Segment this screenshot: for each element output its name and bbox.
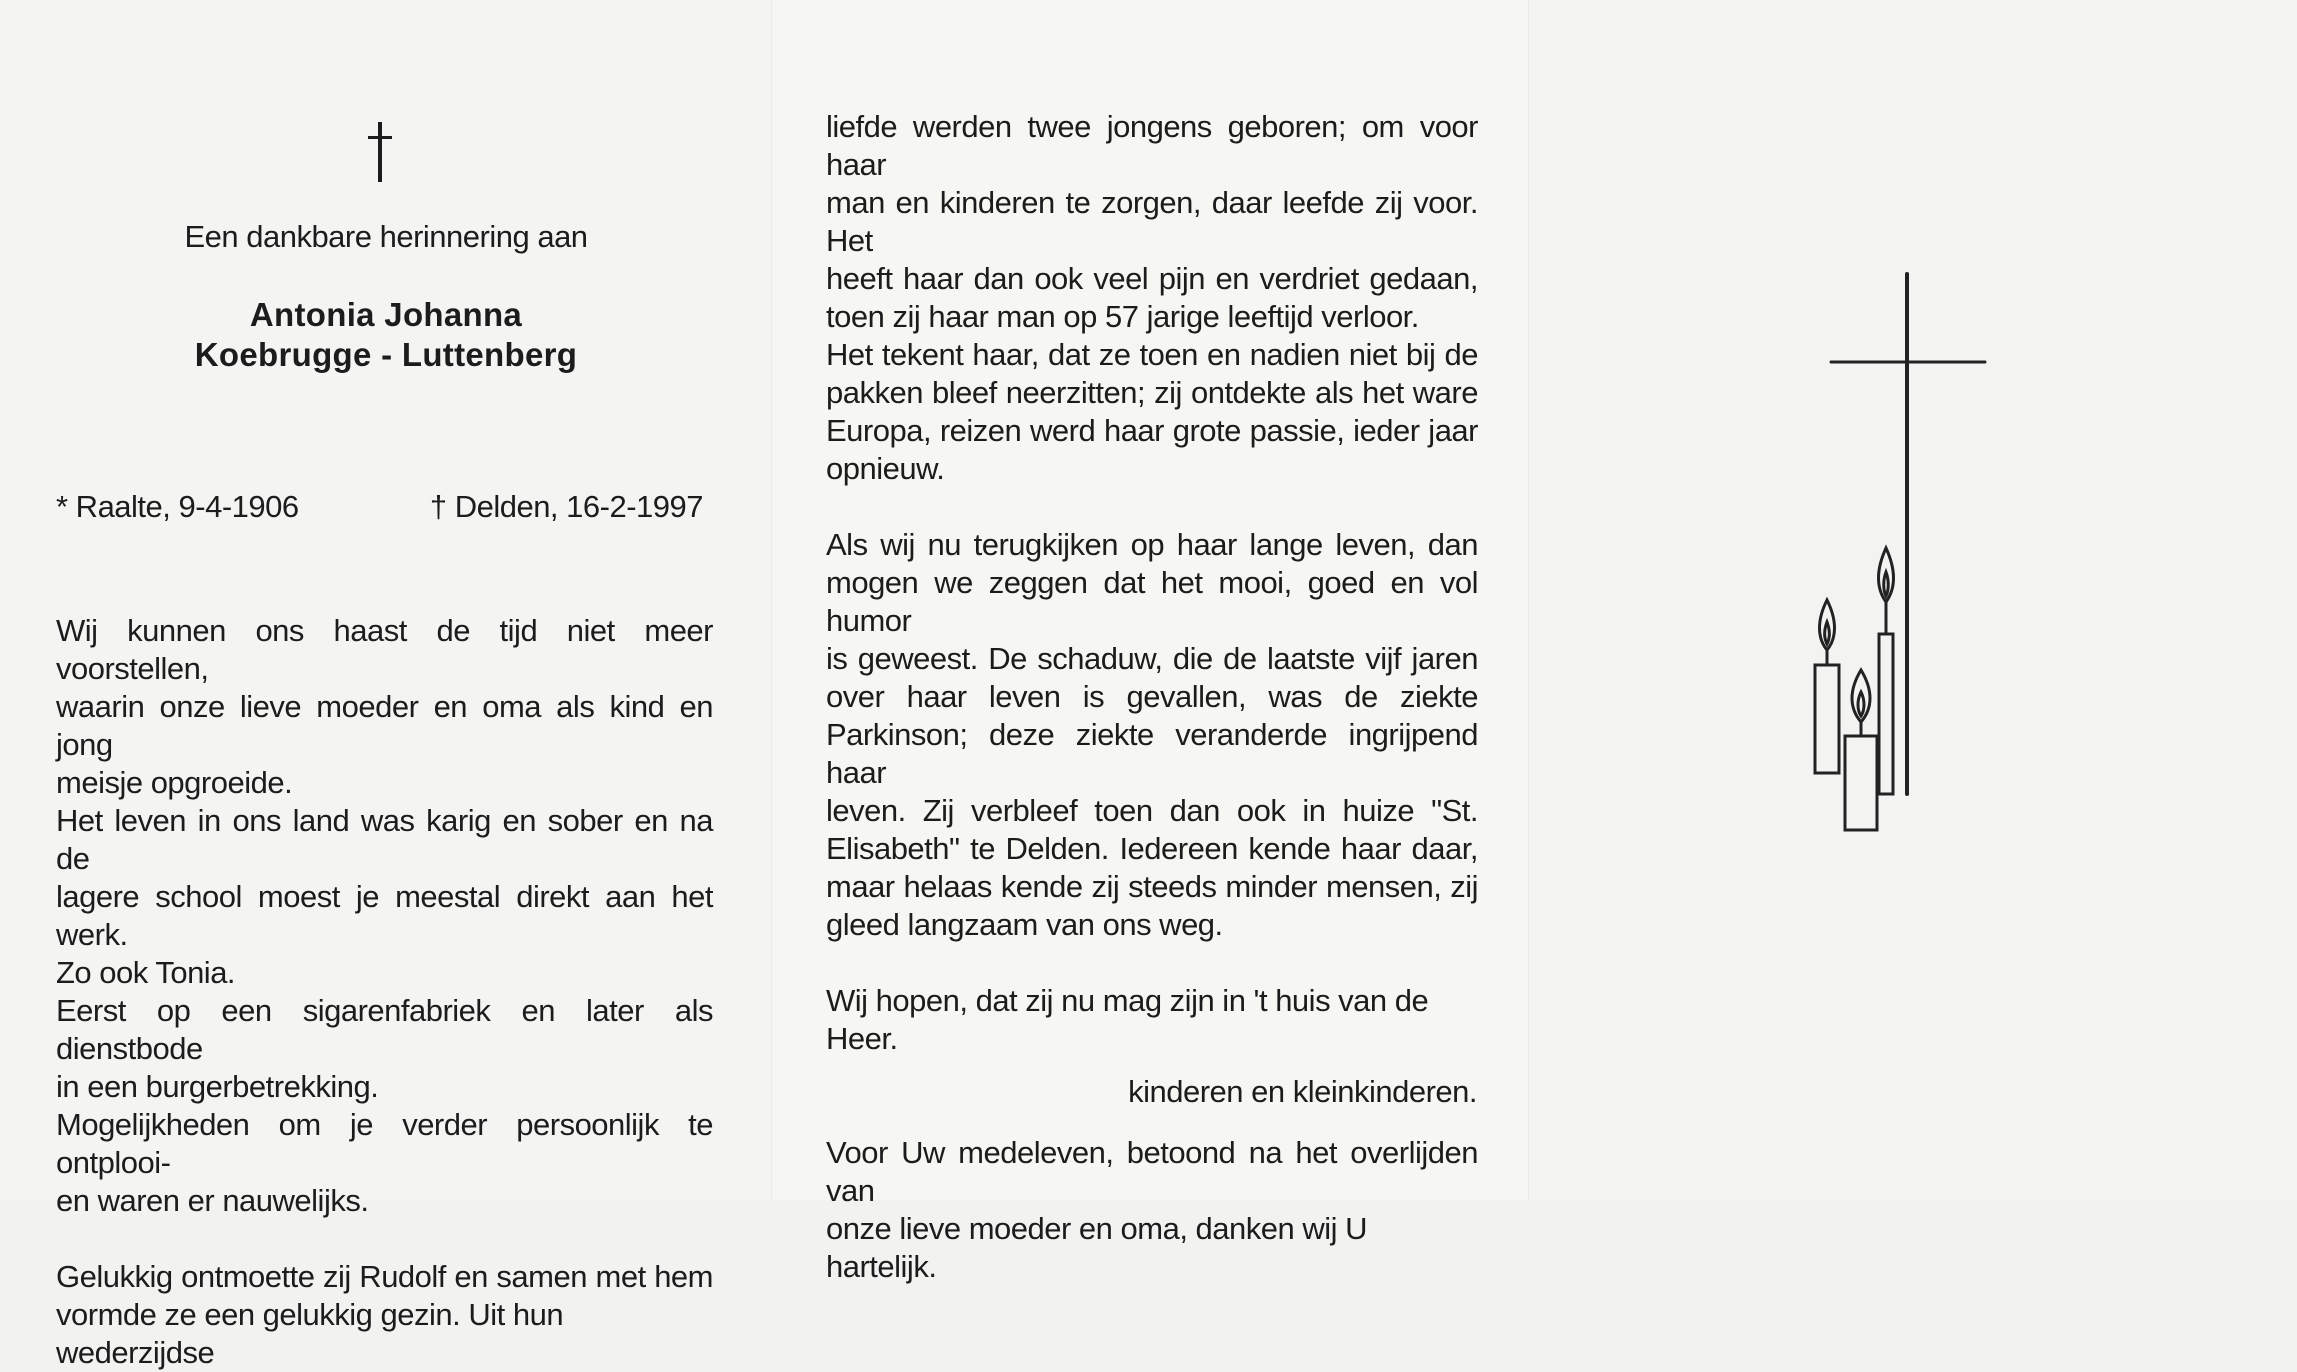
paragraph (826, 108, 1478, 336)
paragraph (826, 526, 1478, 944)
text-line: liefde werden twee jongens geboren; om voor haar (826, 109, 1478, 182)
text-line: vormde ze een gelukkig gezin. Uit hun wederzijdse (56, 1297, 564, 1370)
text-line: Wij kunnen ons haast de tijd niet meer voorstellen, (56, 613, 713, 686)
text-line: is geweest. De schaduw, die de laatste vijf jaren (826, 641, 1478, 676)
deceased-name (0, 295, 772, 375)
birth-date: * Raalte, 9-4-1906 (56, 489, 299, 524)
text-line: Gelukkig ontmoette zij Rudolf en samen met hem (56, 1259, 713, 1294)
text-line: heeft haar dan ook veel pijn en verdriet gedaan, (826, 261, 1478, 296)
death-date: † Delden, 16-2-1997 (429, 489, 703, 524)
paragraph (826, 1134, 1478, 1286)
small-cross-icon (368, 122, 392, 182)
paragraph (826, 336, 1478, 488)
text-line: mogen we zeggen dat het mooi, goed en vol humor (826, 565, 1478, 638)
paragraph (56, 992, 713, 1106)
text-line: Het leven in ons land was karig en sober en na de (56, 803, 713, 876)
text-line: Als wij nu terugkijken op haar lange leven, dan (826, 527, 1478, 562)
paragraph (826, 982, 1478, 1058)
left-body-text (56, 612, 713, 1372)
text-line: Zo ook Tonia. (56, 955, 236, 990)
paragraph (56, 1106, 713, 1220)
text-line: toen zij haar man op 57 jarige leeftijd verloor. (826, 299, 1419, 334)
paragraph (56, 802, 713, 992)
text-line: over haar leven is gevallen, was de ziekte (826, 679, 1478, 714)
text-line: Wij hopen, dat zij nu mag zijn in 't huis van de Heer. (826, 983, 1429, 1056)
intro-line: Een dankbare herinnering aan (184, 219, 588, 254)
signature: kinderen en kleinkinderen. (1128, 1074, 1477, 1109)
right-panel (1529, 0, 2297, 1200)
paragraph (56, 1258, 713, 1372)
text-line: Voor Uw medeleven, betoond na het overlijden van (826, 1135, 1478, 1208)
paragraph (56, 612, 713, 802)
text-line: leven. Zij verbleef toen dan ook in huize "St. (826, 793, 1478, 828)
name-first-line: Antonia Johanna (249, 296, 523, 333)
text-line: Europa, reizen werd haar grote passie, ieder jaar (826, 413, 1478, 448)
text-line: meisje opgroeide. (56, 765, 293, 800)
text-line: Parkinson; deze ziekte veranderde ingrijpend haar (826, 717, 1478, 790)
text-line: lagere school moest je meestal direkt aan het werk. (56, 879, 713, 952)
text-line: en waren er nauwelijks. (56, 1183, 369, 1218)
text-line: maar helaas kende zij steeds minder mensen, zij (826, 869, 1478, 904)
text-line: gleed langzaam van ons weg. (826, 907, 1223, 942)
text-line: onze lieve moeder en oma, danken wij U hartelijk. (826, 1211, 1368, 1284)
text-line: in een burgerbetrekking. (56, 1069, 379, 1104)
text-line: Mogelijkheden om je verder persoonlijk te ontplooi- (56, 1107, 713, 1180)
text-line: Het tekent haar, dat ze toen en nadien niet bij de (826, 337, 1478, 372)
text-line: waarin onze lieve moeder en oma als kind en jong (56, 689, 713, 762)
text-line: Eerst op een sigarenfabriek en later als dienstbode (56, 993, 713, 1066)
cross-with-candles-icon (1765, 270, 2025, 840)
text-line: pakken bleef neerzitten; zij ontdekte als het ware (826, 375, 1478, 410)
left-panel (0, 0, 772, 1370)
middle-panel (772, 0, 1529, 1284)
text-line: opnieuw. (826, 451, 945, 486)
name-second-line: Koebrugge - Luttenberg (194, 336, 578, 373)
text-line: man en kinderen te zorgen, daar leefde zij voor. Het (826, 185, 1478, 258)
text-line: Elisabeth" te Delden. Iedereen kende haar daar, (826, 831, 1478, 866)
